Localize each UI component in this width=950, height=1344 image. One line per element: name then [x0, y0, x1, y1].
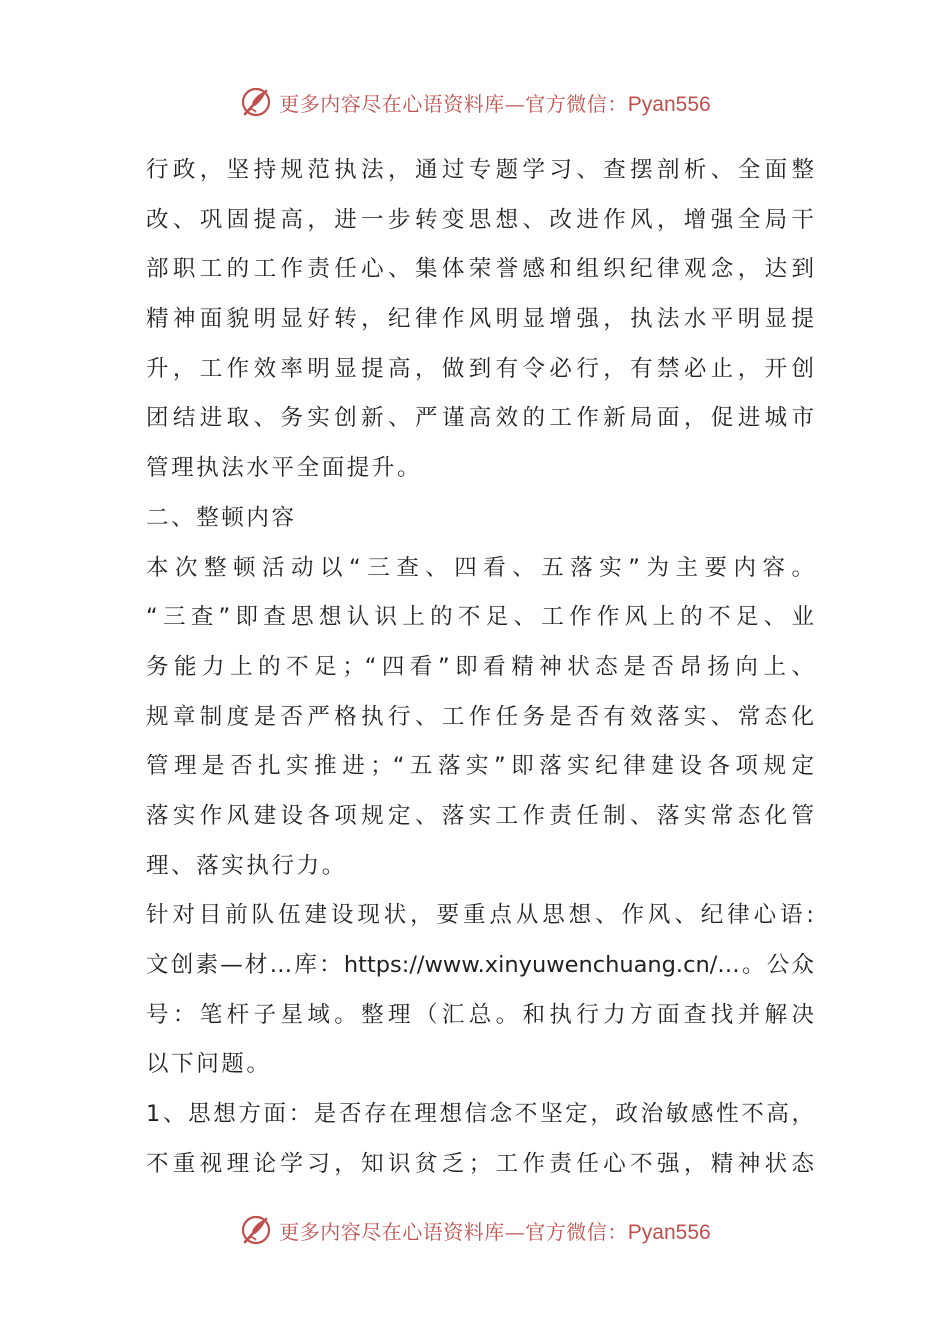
- pen-quill-icon: [239, 1213, 273, 1247]
- body-line: 升，工作效率明显提高，做到有令必行，有禁必止，开创: [146, 355, 814, 382]
- body-line: 行政，坚持规范执法，通过专题学习、查摆剖析、全面整: [146, 157, 814, 183]
- section-heading: 二、整顿内容: [146, 504, 297, 531]
- body-line: 务能力上的不足；“四看”即看精神状态是否昂扬向上、: [146, 653, 814, 680]
- body-line: 规章制度是否严格执行、工作任务是否有效落实、常态化: [146, 703, 814, 730]
- document-body: [146, 146, 814, 1189]
- body-line: 落实作风建设各项规定、落实工作责任制、落实常态化管: [146, 802, 814, 829]
- watermark-text: 更多内容尽在心语资料库—官方微信：Pyan556: [279, 91, 711, 116]
- body-line: 理、落实执行力。: [146, 852, 347, 879]
- body-line: 精神面貌明显好转，纪律作风明显增强，执法水平明显提: [146, 306, 814, 333]
- body-line: 以下问题。: [146, 1051, 272, 1078]
- body-line: 改、巩固提高，进一步转变思想、改进作风，增强全局干: [146, 206, 814, 233]
- body-line: 部职工的工作责任心、集体荣誉感和组织纪律观念，达到: [146, 256, 814, 283]
- header-watermark-banner: [0, 82, 950, 122]
- body-line: 1、思想方面：是否存在理想信念不坚定，政治敏感性不高，: [146, 1101, 814, 1128]
- pen-quill-icon: [239, 85, 273, 119]
- footer-watermark-banner: [0, 1210, 950, 1250]
- body-line: “三查”即查思想认识上的不足、工作作风上的不足、业: [146, 604, 814, 631]
- watermark-text: 更多内容尽在心语资料库—官方微信：Pyan556: [279, 1219, 711, 1244]
- body-line: 管理是否扎实推进；“五落实”即落实纪律建设各项规定: [146, 753, 814, 780]
- body-line: 号：笔杆子星域。整理（汇总。和执行力方面查找并解决: [146, 1001, 814, 1028]
- body-line: 不重视理论学习，知识贫乏；工作责任心不强，精神状态: [146, 1150, 814, 1177]
- body-line: 文创素—材…库：https://www.xinyuwenchuang.cn/…。公众: [146, 952, 814, 978]
- body-line: 团结进取、务实创新、严谨高效的工作新局面，促进城市: [146, 405, 814, 432]
- body-line: 管理执法水平全面提升。: [146, 455, 423, 482]
- body-line: 本次整顿活动以“三查、四看、五落实”为主要内容。: [146, 554, 814, 581]
- body-line: 针对目前队伍建设现状，要重点从思想、作风、纪律心语:: [146, 902, 814, 929]
